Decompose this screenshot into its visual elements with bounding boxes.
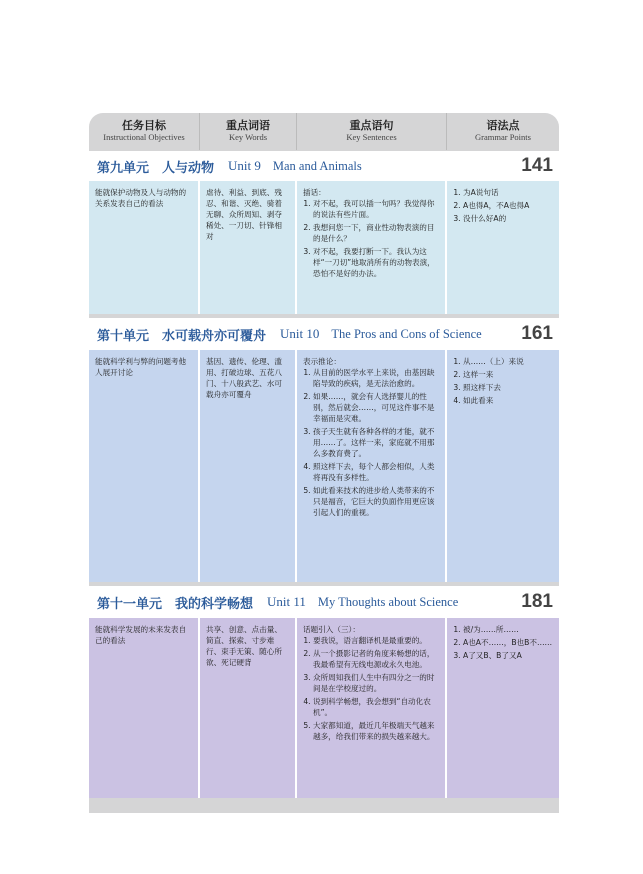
grammar-item: 3. A了又B、B了又A bbox=[463, 650, 553, 661]
page-number: 181 bbox=[521, 591, 553, 612]
sentence-item: 5. 大家都知道，最近几年极端天气越来越多，给我们带来的损失越来越大。 bbox=[313, 720, 439, 742]
sentences-cell bbox=[297, 350, 447, 582]
objective-text: 能就科学发展的未来发表自己的看法 bbox=[95, 625, 187, 645]
header-en: Key Sentences bbox=[346, 132, 397, 142]
unit-9-row bbox=[89, 181, 559, 314]
sentence-item: 5. 如此看来技术的进步给人类带来的不只是福音，它巨大的负面作用更应该引起人们的重视。 bbox=[313, 485, 439, 518]
objective-text: 能就科学利与弊的问题考他人展开讨论 bbox=[95, 357, 187, 377]
table-header bbox=[89, 113, 559, 150]
sentence-item: 3. 对不起，我要打断一下。我认为这样“一刀切”地取消所有的动物表演，恐怕不是好的办法。 bbox=[313, 246, 439, 279]
unit-title-zh: 第十单元 水可载舟亦可覆舟 bbox=[97, 328, 267, 344]
header-zh: 重点词语 bbox=[226, 119, 270, 132]
sentence-item: 1. 对不起，我可以插一句吗？我觉得你的说法有些片面。 bbox=[313, 198, 439, 220]
keywords-cell bbox=[200, 618, 297, 798]
sentence-item: 1. 要我说，语言翻译机是最重要的。 bbox=[313, 635, 439, 646]
sentence-item: 3. 孩子天生就有各种各样的才能，就不用……了。这样一来，家庭就不用那么多教育费了。 bbox=[313, 426, 439, 459]
keywords-cell bbox=[200, 350, 297, 582]
header-zh: 重点语句 bbox=[349, 119, 394, 132]
page-number: 141 bbox=[521, 155, 553, 176]
keywords-text: 基因、遗传、伦理、滥用、打破边球、五花八门、十八般武艺、水可载舟亦可覆舟 bbox=[206, 357, 282, 399]
grammar-item: 3. 没什么好A的 bbox=[463, 213, 553, 224]
unit-title-en: My Thoughts about Science bbox=[317, 594, 459, 609]
grammar-cell bbox=[447, 618, 559, 798]
unit-number: Unit 10 bbox=[280, 326, 320, 341]
grammar-item: 2. A也得A，不A也得A bbox=[463, 200, 553, 211]
header-zh: 语法点 bbox=[486, 119, 520, 132]
header-grammar bbox=[447, 113, 559, 150]
sentence-item: 2. 从一个摄影记者的角度来畅想的话，我最希望有无线电源或永久电池。 bbox=[313, 648, 439, 670]
grammar-cell bbox=[447, 181, 559, 314]
unit-number: Unit 11 bbox=[267, 594, 306, 609]
unit-number: Unit 9 bbox=[228, 158, 261, 173]
keywords-cell bbox=[200, 181, 297, 314]
page-number: 161 bbox=[521, 323, 553, 344]
grammar-item: 3. 照这样下去 bbox=[463, 382, 553, 393]
unit-9-title-bar bbox=[89, 151, 559, 181]
grammar-cell bbox=[447, 350, 559, 582]
objective-cell bbox=[89, 618, 200, 798]
sentence-item: 3. 众所周知我们人生中有四分之一的时间是在学校度过的。 bbox=[313, 672, 439, 694]
grammar-item: 1. 为A说句话 bbox=[463, 187, 553, 198]
unit-title-en: Man and Animals bbox=[272, 158, 362, 173]
curriculum-table bbox=[89, 113, 559, 813]
sentence-item: 2. 如果……，就会有人选择婴儿的性别，然后就会……，可见这件事不是幸福而是灾难。 bbox=[313, 391, 439, 424]
grammar-item: 4. 如此看来 bbox=[463, 395, 553, 406]
header-sentences bbox=[297, 113, 447, 150]
sentences-intro: 表示推论： bbox=[303, 357, 341, 366]
keywords-text: 共享、创意、点击量、简直、探索、寸步难行、束手无策、随心所欲、死记硬背 bbox=[206, 625, 282, 667]
sentence-item: 1. 从目前的医学水平上来说，由基因缺陷导致的疾病，是无法治愈的。 bbox=[313, 367, 439, 389]
grammar-item: 2. 这样一来 bbox=[463, 369, 553, 380]
objective-cell bbox=[89, 181, 200, 314]
unit-11-row bbox=[89, 618, 559, 798]
header-zh: 任务目标 bbox=[122, 119, 166, 132]
sentences-intro: 插话： bbox=[303, 188, 326, 197]
unit-title-zh: 第九单元 人与动物 bbox=[97, 160, 215, 176]
header-objectives bbox=[89, 113, 200, 150]
grammar-item: 1. 从……（上）来说 bbox=[463, 356, 553, 367]
sentence-item: 4. 说到科学畅想，我会想到“自动化农机”。 bbox=[313, 696, 439, 718]
unit-10-row bbox=[89, 350, 559, 582]
objective-text: 能就保护动物及人与动物的关系发表自己的看法 bbox=[95, 188, 187, 208]
header-en: Key Words bbox=[228, 132, 268, 142]
unit-title-zh: 第十一单元 我的科学畅想 bbox=[97, 596, 254, 612]
unit-10-title-bar bbox=[89, 318, 559, 350]
header-en: Instructional Objectives bbox=[103, 132, 185, 142]
sentence-item: 4. 照这样下去，每个人都会相似，人类将再没有多样性。 bbox=[313, 461, 439, 483]
unit-title-en: The Pros and Cons of Science bbox=[331, 326, 482, 341]
sentences-intro: 话题引入（三）： bbox=[303, 625, 360, 634]
header-keywords bbox=[200, 113, 297, 150]
objective-cell bbox=[89, 350, 200, 582]
sentence-item: 2. 我想问您一下，商业性动物表演的目的是什么？ bbox=[313, 222, 439, 244]
sentences-cell bbox=[297, 618, 447, 798]
grammar-item: 2. A也A不……，B也B不…… bbox=[463, 637, 553, 648]
keywords-text: 虐待、利益、到底、残忍、和谐、灭绝、骑着无聊、众所周知、剥夺稀处、一刀切、针锋相对 bbox=[206, 188, 282, 241]
unit-11-title-bar bbox=[89, 586, 559, 618]
sentences-cell bbox=[297, 181, 447, 314]
grammar-item: 1. 被/为……所…… bbox=[463, 624, 553, 635]
header-en: Grammar Points bbox=[475, 132, 531, 142]
